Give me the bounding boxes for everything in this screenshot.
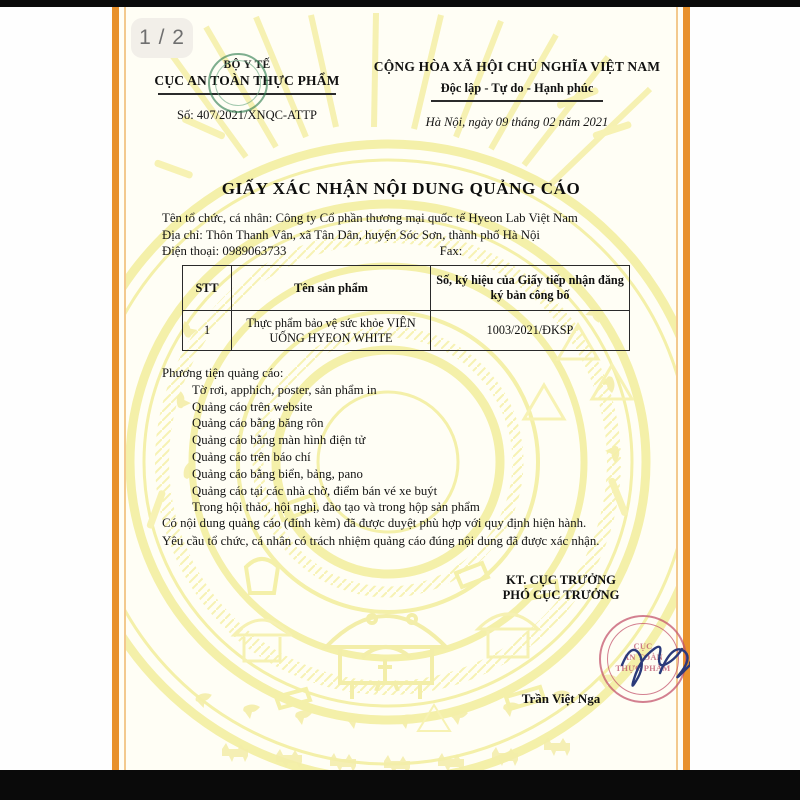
document-number: Số: 407/2021/XNQC-ATTP	[177, 107, 317, 122]
product-table	[182, 265, 630, 351]
page-title: GIẤY XÁC NHẬN NỘI DUNG QUẢNG CÁO	[221, 179, 581, 198]
letterbox-top	[0, 0, 800, 7]
cell-product: Thực phẩm bảo vệ sức khỏe VIÊN UỐNG HYEON WHITE	[232, 311, 431, 351]
cell-stt: 1	[183, 311, 232, 351]
header-right-rule	[431, 100, 603, 102]
list-item: Tờ rơi, apphich, poster, sản phẩm in	[192, 382, 377, 397]
closing-line-2: Yêu cầu tổ chức, cá nhân có trách nhiệm quảng cáo đúng nội dung đã được xác nhận.	[162, 533, 600, 548]
national-motto: Độc lập - Tự do - Hạnh phúc	[440, 81, 594, 95]
list-item: Quảng cáo tại các nhà chờ, điểm bán vé xe buýt	[192, 483, 438, 498]
handwritten-signature-icon	[616, 619, 690, 699]
organization-address-line: Địa chỉ: Thôn Thanh Vân, xã Tân Dân, huyện Sóc Sơn, thành phố Hà Nội	[162, 227, 540, 242]
organization-fax: Fax:	[439, 244, 463, 258]
list-item: Quảng cáo bằng biển, bảng, pano	[192, 466, 363, 481]
column-header-product: Tên sản phẩm	[232, 266, 431, 311]
list-item: Quảng cáo trên báo chí	[192, 449, 311, 464]
nation-title: CỘNG HÒA XÃ HỘI CHỦ NGHĨA VIỆT NAM	[373, 59, 661, 74]
certificate-page	[112, 7, 690, 770]
list-item: Quảng cáo bằng màn hình điện tử	[192, 433, 366, 448]
cell-registration: 1003/2021/ĐKSP	[431, 311, 630, 351]
organization-block	[162, 210, 662, 260]
signer-role-line-1: KT. CỤC TRƯỞNG	[506, 573, 616, 587]
document-content	[126, 7, 676, 770]
advertising-media-label: Phương tiện quảng cáo:	[162, 366, 284, 380]
signer-name: Trần Việt Nga	[521, 691, 601, 706]
letterbox-bottom	[0, 770, 800, 800]
stamp-line-2: AN TOÀN	[622, 652, 664, 662]
organization-contact-line	[162, 243, 662, 260]
header-right-block	[364, 59, 670, 130]
closing-line-1: Có nội dung quảng cáo (đính kèm) đã được duyệt phù hợp với quy định hiện hành.	[162, 516, 587, 530]
stamp-line-1: CỤC	[633, 641, 653, 651]
closing-statements	[162, 515, 672, 550]
header-left-block	[132, 59, 362, 123]
table-header-row	[183, 266, 630, 311]
list-item: Trong hội thảo, hội nghị, đào tạo và trong hộp sản phẩm	[192, 500, 480, 515]
ministry-watermark-seal-icon	[208, 53, 268, 113]
place-and-date: Hà Nội, ngày 09 tháng 02 năm 2021	[425, 114, 609, 129]
column-header-stt: STT	[183, 266, 232, 311]
advertising-media-list	[162, 382, 662, 516]
organization-name-line: Tên tổ chức, cá nhân: Công ty Cổ phần thương mại quốc tế Hyeon Lab Việt Nam	[162, 211, 578, 225]
stamp-line-3: THỰC PHẨM	[615, 663, 671, 673]
signer-role-line-2: PHÓ CỤC TRƯỞNG	[502, 588, 620, 602]
advertising-media-block	[162, 365, 662, 516]
organization-phone: Điện thoại: 0989063733	[162, 244, 287, 258]
page-indicator-badge: 1 / 2	[131, 18, 193, 58]
department-name: CỤC AN TOÀN THỰC PHẨM	[154, 73, 340, 88]
column-header-registration: Số, ký hiệu của Giấy tiếp nhận đăng ký bản công bố	[431, 266, 630, 311]
list-item: Quảng cáo trên website	[192, 399, 313, 414]
ministry-name: BỘ Y TẾ	[223, 59, 271, 71]
list-item: Quảng cáo bằng băng rôn	[192, 416, 324, 431]
table-row	[183, 311, 630, 351]
